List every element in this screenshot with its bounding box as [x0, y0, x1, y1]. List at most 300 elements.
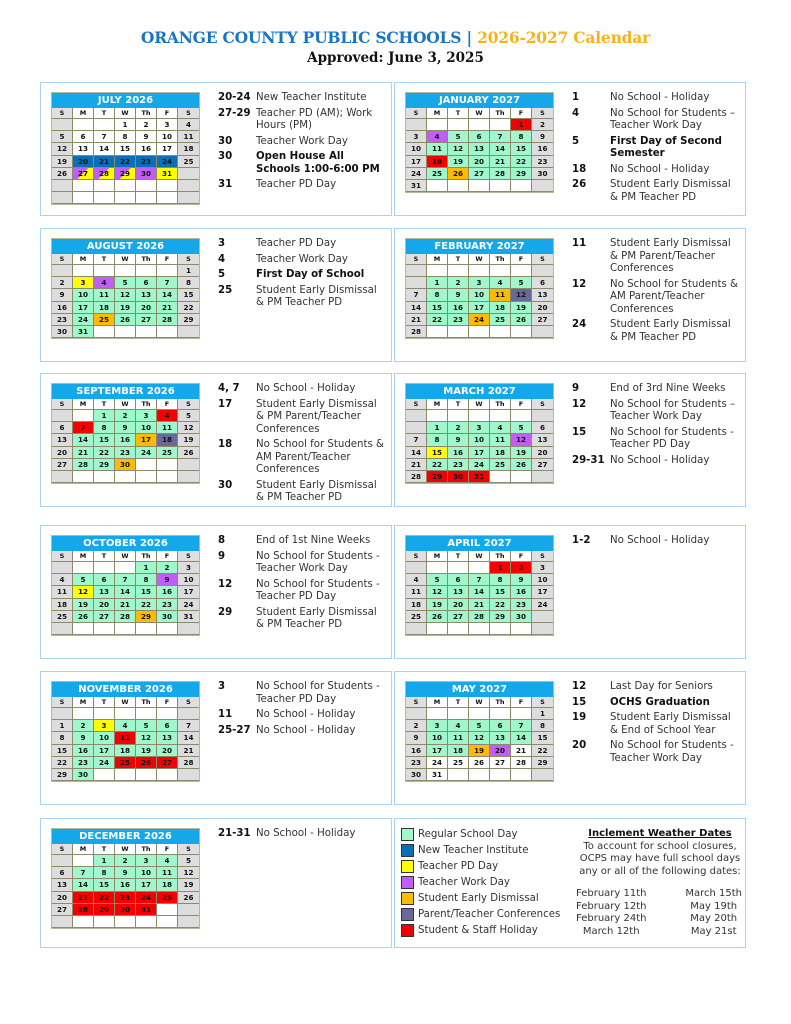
empty-cell [178, 708, 199, 720]
empty-cell [94, 623, 115, 635]
event-description: Student Early Dismissal & PM Teacher PD [256, 284, 377, 308]
empty-cell [73, 916, 94, 928]
day-cell: 30 [406, 769, 427, 781]
day-cell: 14 [115, 586, 136, 598]
empty-cell [427, 180, 448, 192]
month-events [572, 92, 738, 207]
event-item [218, 108, 384, 133]
day-cell: 28 [406, 326, 427, 338]
weekday-header: F [511, 697, 532, 708]
day-cell: 2 [136, 119, 157, 131]
weekday-header: F [511, 254, 532, 265]
day-cell: 6 [52, 422, 73, 434]
swatch-icon [401, 860, 414, 873]
day-cell: 17 [94, 745, 115, 757]
day-cell: 1 [94, 410, 115, 422]
swatch-icon [401, 892, 414, 905]
day-cell: 15 [136, 586, 157, 598]
day-cell: 7 [469, 574, 490, 586]
day-cell: 21 [511, 745, 532, 757]
day-cell: 9 [115, 422, 136, 434]
event-date: 12 [572, 398, 587, 410]
event-item [218, 439, 384, 477]
day-cell: 12 [115, 289, 136, 301]
day-cell: 1 [511, 119, 532, 131]
day-cell: 20 [157, 745, 178, 757]
empty-cell [94, 916, 115, 928]
day-cell: 23 [136, 156, 157, 168]
event-description: No School for Students - Teacher Work Day [610, 740, 734, 764]
weekday-header: T [448, 551, 469, 562]
empty-cell [94, 326, 115, 338]
day-cell: 4 [157, 410, 178, 422]
event-description: Student Early Dismissal & PM Teacher PD [256, 606, 377, 630]
empty-cell [115, 326, 136, 338]
day-cell: 12 [178, 422, 199, 434]
weekday-header: S [532, 399, 553, 410]
empty-cell [178, 471, 199, 483]
day-cell: 24 [469, 314, 490, 326]
day-cell: 9 [115, 867, 136, 879]
event-description: No School - Holiday [256, 828, 356, 839]
weekday-header: Th [136, 551, 157, 562]
weekday-header: W [115, 697, 136, 708]
event-item [218, 709, 384, 722]
day-cell: 6 [532, 422, 553, 434]
day-cell: 25 [427, 168, 448, 180]
day-cell: 19 [511, 447, 532, 459]
event-date: 11 [572, 238, 587, 249]
day-cell: 24 [136, 892, 157, 904]
day-cell: 7 [115, 574, 136, 586]
empty-cell [406, 265, 427, 277]
event-item [218, 92, 384, 105]
legend-label: Teacher Work Day [418, 876, 510, 888]
day-cell: 31 [73, 326, 94, 338]
weather-col-1 [576, 888, 646, 938]
day-cell: 10 [427, 732, 448, 744]
day-cell: 15 [427, 447, 448, 459]
month-events [572, 383, 738, 470]
weekday-header: M [73, 844, 94, 855]
event-description: New Teacher Institute [256, 92, 367, 103]
month-title: JULY 2026 [52, 93, 199, 108]
day-cell: 1 [115, 119, 136, 131]
empty-cell [52, 916, 73, 928]
empty-cell [448, 119, 469, 131]
day-cell: 2 [73, 720, 94, 732]
day-cell: 4 [427, 131, 448, 143]
day-cell: 4 [52, 574, 73, 586]
day-cell: 16 [406, 745, 427, 757]
empty-cell [511, 708, 532, 720]
day-cell: 9 [511, 574, 532, 586]
legend-label: Teacher PD Day [418, 860, 499, 872]
month-grid [52, 108, 199, 204]
empty-cell [115, 623, 136, 635]
empty-cell [157, 459, 178, 471]
event-item [218, 383, 384, 396]
day-cell: 21 [73, 447, 94, 459]
day-cell: 18 [94, 302, 115, 314]
empty-cell [157, 623, 178, 635]
empty-cell [427, 119, 448, 131]
empty-cell [136, 471, 157, 483]
day-cell: 30 [448, 471, 469, 483]
empty-cell [469, 623, 490, 635]
event-date: 26 [572, 179, 587, 190]
day-cell: 5 [136, 720, 157, 732]
day-cell: 1 [178, 265, 199, 277]
month-grid [406, 697, 553, 781]
empty-cell [73, 623, 94, 635]
day-cell: 24 [469, 459, 490, 471]
day-cell: 6 [469, 131, 490, 143]
day-cell: 7 [157, 277, 178, 289]
day-cell: 19 [52, 156, 73, 168]
weekday-header: Th [136, 844, 157, 855]
month-title: AUGUST 2026 [52, 239, 199, 254]
day-cell: 13 [94, 586, 115, 598]
day-cell: 17 [136, 434, 157, 446]
weekday-header: Th [136, 399, 157, 410]
day-cell: 30 [73, 769, 94, 781]
day-cell: 31 [406, 180, 427, 192]
empty-cell [73, 192, 94, 204]
day-cell: 10 [532, 574, 553, 586]
empty-cell [511, 180, 532, 192]
weekday-header: T [448, 254, 469, 265]
day-cell: 26 [115, 314, 136, 326]
month-calendar [51, 238, 200, 339]
event-item [572, 319, 738, 344]
day-cell: 9 [73, 732, 94, 744]
empty-cell [73, 180, 94, 192]
day-cell: 22 [94, 892, 115, 904]
day-cell: 14 [406, 447, 427, 459]
day-cell: 8 [511, 131, 532, 143]
day-cell: 1 [532, 708, 553, 720]
weather-date: March 15th [685, 888, 742, 899]
event-date: 3 [218, 681, 226, 692]
day-cell: 4 [94, 277, 115, 289]
weather-title: Inclement Weather Dates [588, 828, 732, 839]
empty-cell [490, 326, 511, 338]
event-description: Last Day for Seniors [610, 681, 713, 692]
weekday-header: S [178, 399, 199, 410]
event-item [572, 712, 738, 737]
event-item [218, 607, 384, 632]
day-cell: 1 [94, 855, 115, 867]
day-cell: 2 [511, 562, 532, 574]
day-cell: 25 [448, 757, 469, 769]
day-cell: 26 [511, 459, 532, 471]
event-item [218, 551, 384, 576]
day-cell: 18 [490, 302, 511, 314]
day-cell: 27 [136, 314, 157, 326]
month-events [218, 238, 384, 313]
day-cell: 19 [511, 302, 532, 314]
day-cell: 15 [94, 434, 115, 446]
day-cell: 21 [178, 745, 199, 757]
weekday-header: M [427, 108, 448, 119]
event-date: 17 [218, 398, 233, 410]
event-description: No School - Holiday [256, 709, 356, 720]
day-cell: 5 [427, 574, 448, 586]
event-description: No School - Holiday [256, 724, 356, 736]
empty-cell [73, 471, 94, 483]
empty-cell [157, 769, 178, 781]
day-cell: 28 [73, 904, 94, 916]
empty-cell [94, 119, 115, 131]
weekday-header: S [532, 254, 553, 265]
day-cell: 13 [532, 434, 553, 446]
weather-date: February 24th [576, 913, 647, 924]
event-date: 25-27 [218, 724, 251, 736]
empty-cell [406, 623, 427, 635]
event-date: 25 [218, 284, 233, 296]
weekday-header: W [469, 551, 490, 562]
empty-cell [448, 623, 469, 635]
event-description: Student Early Dismissal & PM Teacher PD [610, 179, 731, 203]
day-cell: 30 [52, 326, 73, 338]
event-item [218, 285, 384, 310]
weekday-header: S [406, 399, 427, 410]
day-cell: 19 [178, 879, 199, 891]
day-cell: 6 [94, 574, 115, 586]
weekday-header: M [73, 551, 94, 562]
empty-cell [52, 855, 73, 867]
empty-cell [511, 265, 532, 277]
weekday-header: Th [490, 551, 511, 562]
day-cell: 4 [115, 720, 136, 732]
weekday-header: F [157, 399, 178, 410]
day-cell: 29 [490, 611, 511, 623]
weekday-header: Th [136, 108, 157, 119]
day-cell: 23 [448, 459, 469, 471]
day-cell: 28 [469, 611, 490, 623]
weekday-header: M [427, 254, 448, 265]
month-calendar [51, 535, 200, 636]
day-cell: 26 [178, 447, 199, 459]
day-cell: 16 [448, 447, 469, 459]
day-cell: 19 [469, 745, 490, 757]
event-date: 15 [572, 696, 587, 708]
day-cell: 17 [469, 302, 490, 314]
day-cell: 5 [511, 422, 532, 434]
weekday-header: S [406, 254, 427, 265]
weekday-header: F [157, 844, 178, 855]
day-cell: 22 [490, 599, 511, 611]
empty-cell [490, 769, 511, 781]
day-cell: 17 [136, 879, 157, 891]
event-date: 19 [572, 712, 587, 723]
event-date: 4, 7 [218, 383, 240, 394]
day-cell: 7 [406, 434, 427, 446]
day-cell: 10 [157, 131, 178, 143]
weekday-header: F [157, 697, 178, 708]
empty-cell [178, 180, 199, 192]
month-events [218, 681, 384, 740]
day-cell: 9 [52, 289, 73, 301]
month-calendar [405, 535, 554, 636]
day-cell: 15 [511, 143, 532, 155]
event-date: 24 [572, 319, 587, 330]
day-cell: 29 [94, 904, 115, 916]
day-cell: 5 [448, 131, 469, 143]
swatch-icon [401, 828, 414, 841]
day-cell: 17 [178, 586, 199, 598]
weekday-header: S [532, 551, 553, 562]
day-cell: 23 [532, 156, 553, 168]
day-cell: 31 [178, 611, 199, 623]
legend-item-new-teacher [401, 842, 560, 858]
day-cell: 28 [115, 611, 136, 623]
day-cell: 26 [511, 314, 532, 326]
day-cell: 29 [115, 168, 136, 180]
day-cell: 11 [94, 289, 115, 301]
weekday-header: S [178, 108, 199, 119]
empty-cell [532, 326, 553, 338]
weekday-header: W [115, 551, 136, 562]
weekday-header: M [427, 399, 448, 410]
day-cell: 18 [448, 745, 469, 757]
weekday-header: S [178, 254, 199, 265]
day-cell: 6 [52, 867, 73, 879]
day-cell: 9 [532, 131, 553, 143]
day-cell: 21 [490, 156, 511, 168]
empty-cell [52, 410, 73, 422]
day-cell: 29 [511, 168, 532, 180]
event-description: Teacher PD (AM); Work Hours (PM) [256, 107, 373, 131]
weekday-header: S [532, 697, 553, 708]
swatch-icon [401, 924, 414, 937]
empty-cell [52, 708, 73, 720]
day-cell: 24 [427, 757, 448, 769]
day-cell: 2 [157, 562, 178, 574]
empty-cell [448, 180, 469, 192]
event-item [572, 136, 738, 161]
legend-item-early [401, 890, 560, 906]
weekday-header: Th [136, 254, 157, 265]
event-item [572, 238, 738, 276]
day-cell: 31 [157, 168, 178, 180]
day-cell: 14 [73, 434, 94, 446]
weekday-header: T [94, 844, 115, 855]
event-date: 8 [218, 535, 226, 546]
day-cell: 30 [511, 611, 532, 623]
empty-cell [52, 192, 73, 204]
month-title: FEBRUARY 2027 [406, 239, 553, 254]
day-cell: 26 [427, 611, 448, 623]
empty-cell [157, 708, 178, 720]
day-cell: 5 [52, 131, 73, 143]
day-cell: 2 [448, 422, 469, 434]
day-cell: 14 [94, 143, 115, 155]
empty-cell [136, 265, 157, 277]
event-item [572, 697, 738, 710]
day-cell: 27 [469, 168, 490, 180]
day-cell: 15 [490, 586, 511, 598]
day-cell: 24 [157, 156, 178, 168]
empty-cell [52, 623, 73, 635]
day-cell: 19 [136, 745, 157, 757]
empty-cell [469, 119, 490, 131]
empty-cell [406, 562, 427, 574]
day-cell: 3 [532, 562, 553, 574]
month-title: APRIL 2027 [406, 536, 553, 551]
day-cell: 18 [427, 156, 448, 168]
day-cell: 30 [532, 168, 553, 180]
day-cell: 10 [406, 143, 427, 155]
day-cell: 4 [448, 720, 469, 732]
month-title: NOVEMBER 2026 [52, 682, 199, 697]
month-events [572, 238, 738, 347]
day-cell: 18 [157, 879, 178, 891]
legend-item-holiday [401, 922, 560, 938]
day-cell: 15 [532, 732, 553, 744]
empty-cell [157, 192, 178, 204]
legend [401, 826, 560, 938]
empty-cell [94, 708, 115, 720]
event-date: 18 [572, 163, 587, 175]
empty-cell [157, 180, 178, 192]
month-title: OCTOBER 2026 [52, 536, 199, 551]
month-title: JANUARY 2027 [406, 93, 553, 108]
day-cell: 12 [73, 586, 94, 598]
event-date: 18 [218, 439, 233, 450]
event-item [218, 579, 384, 604]
event-description: Teacher PD Day [256, 238, 337, 249]
empty-cell [511, 623, 532, 635]
month-calendar [405, 92, 554, 193]
day-cell: 8 [115, 131, 136, 143]
day-cell: 20 [448, 599, 469, 611]
empty-cell [136, 192, 157, 204]
empty-cell [115, 180, 136, 192]
event-description: Student Early Dismissal & PM Teacher PD [256, 479, 377, 503]
weekday-header: F [511, 108, 532, 119]
weekday-header: S [52, 844, 73, 855]
day-cell: 24 [136, 447, 157, 459]
empty-cell [469, 708, 490, 720]
day-cell: 16 [73, 745, 94, 757]
day-cell: 14 [469, 586, 490, 598]
weekday-header: M [73, 697, 94, 708]
event-date: 30 [218, 135, 233, 147]
day-cell: 19 [178, 434, 199, 446]
weekday-header: S [52, 697, 73, 708]
day-cell: 12 [448, 143, 469, 155]
event-item [218, 725, 384, 738]
empty-cell [73, 708, 94, 720]
day-cell: 28 [73, 459, 94, 471]
empty-cell [448, 708, 469, 720]
event-item [218, 480, 384, 505]
weather-date: February 11th [576, 888, 647, 899]
event-date: 30 [218, 479, 233, 491]
weather-date: March 12th [582, 925, 640, 937]
day-cell: 11 [427, 143, 448, 155]
day-cell: 22 [115, 156, 136, 168]
day-cell: 13 [73, 143, 94, 155]
event-item [572, 740, 738, 765]
event-description: First Day of Second Semester [610, 135, 722, 159]
event-date: 20 [572, 740, 587, 751]
event-date: 4 [572, 107, 580, 119]
day-cell: 26 [73, 611, 94, 623]
day-cell: 13 [52, 434, 73, 446]
